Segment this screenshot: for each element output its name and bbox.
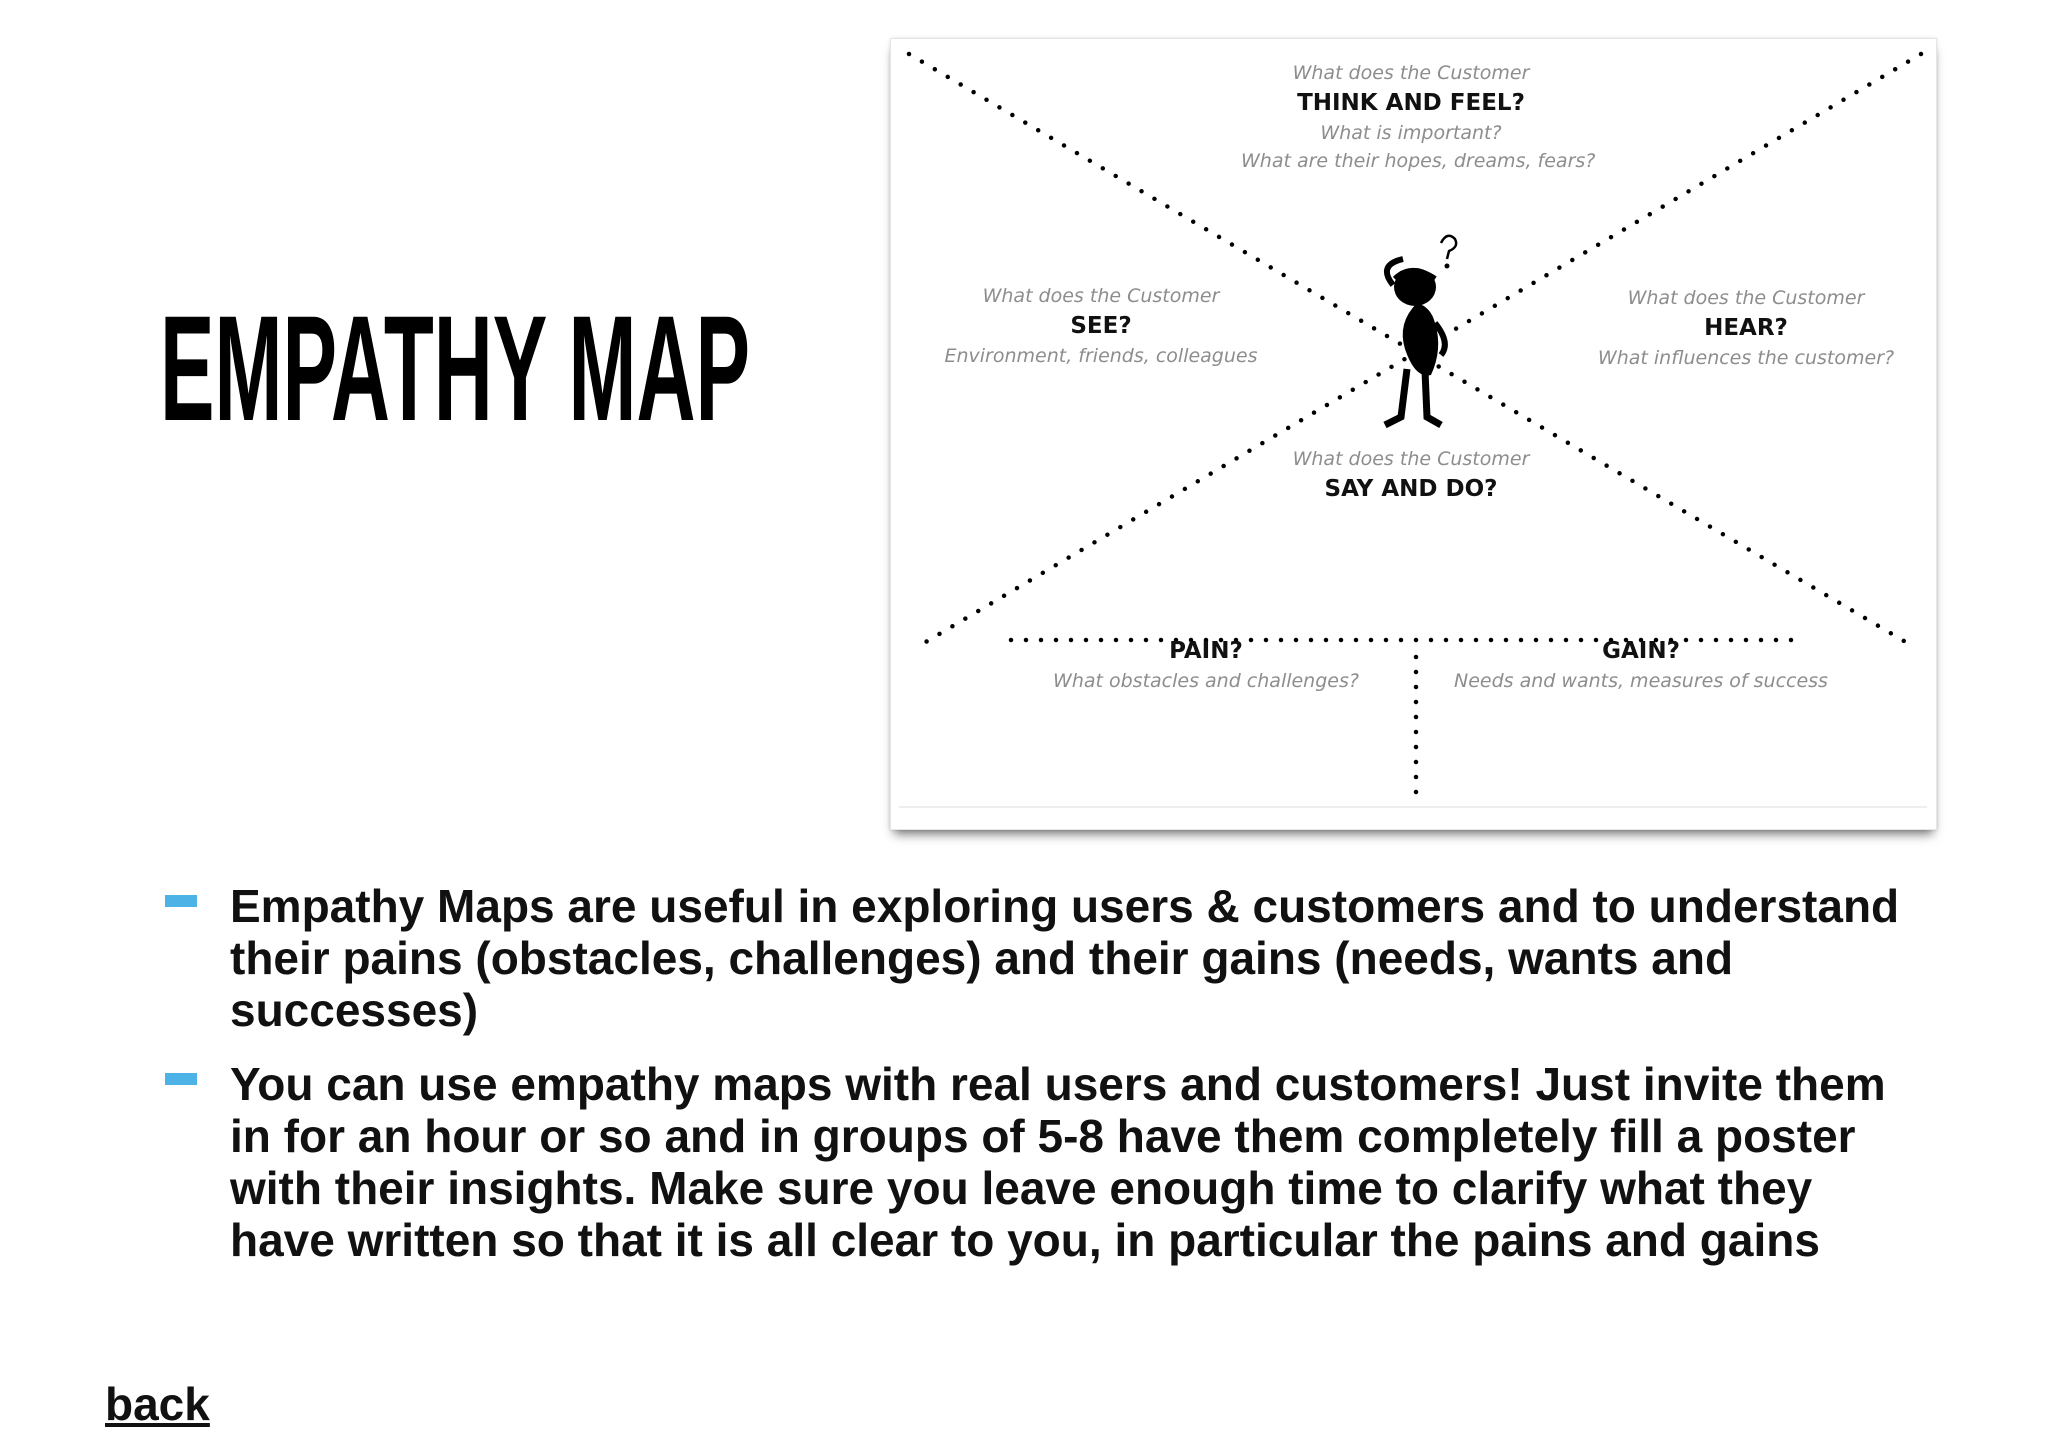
see-sub: Environment, friends, colleagues: [944, 345, 1258, 367]
see-section: [931, 282, 1271, 370]
confused-person-icon: [1385, 236, 1456, 425]
hear-heading: HEAR?: [1704, 315, 1788, 341]
slide-title: [160, 282, 760, 432]
say-pre: What does the Customer: [1292, 448, 1530, 470]
say-heading: SAY AND DO?: [1324, 476, 1498, 502]
bullet-item: [160, 1058, 1920, 1266]
pain-heading: PAIN?: [1169, 638, 1243, 664]
slide-title-text: EMPATHY MAP: [160, 284, 750, 432]
pain-section: [1041, 635, 1371, 695]
think-pre: What does the Customer: [1292, 62, 1530, 84]
bullet-list: [160, 880, 1920, 1288]
say-do-section: [1271, 445, 1551, 505]
hear-sub: What influences the customer?: [1597, 347, 1895, 369]
gain-heading: GAIN?: [1602, 638, 1680, 664]
hear-section: [1581, 284, 1911, 372]
bullet-item: [160, 880, 1920, 1036]
think-feel-section: [1241, 59, 1596, 175]
hear-pre: What does the Customer: [1627, 287, 1865, 309]
bullet-dash-icon: [165, 895, 197, 907]
bullet-text: You can use empathy maps with real users and customers! Just invite them in for an hour or so and in groups of 5-8 have them completely fill a poster with their insights. Make sure you leave enough time to clarify what they have written so that it is all clear to you, in particular the pains and gains: [230, 1058, 1886, 1266]
empathy-map-diagram: [890, 38, 1937, 830]
pain-sub: What obstacles and challenges?: [1053, 670, 1359, 692]
see-pre: What does the Customer: [982, 285, 1220, 307]
bullet-dash-icon: [165, 1073, 197, 1085]
see-heading: SEE?: [1070, 313, 1132, 339]
think-sub1: What is important?: [1320, 122, 1502, 144]
gain-sub: Needs and wants, measures of success: [1454, 670, 1828, 692]
bullet-text: Empathy Maps are useful in exploring users & customers and to understand their pains (obstacles, challenges) and their gains (needs, wants and successes): [230, 880, 1900, 1036]
gain-section: [1431, 635, 1851, 695]
back-link[interactable]: back: [105, 1378, 210, 1430]
think-sub2: What are their hopes, dreams, fears?: [1241, 150, 1596, 172]
think-heading: THINK AND FEEL?: [1297, 90, 1525, 116]
